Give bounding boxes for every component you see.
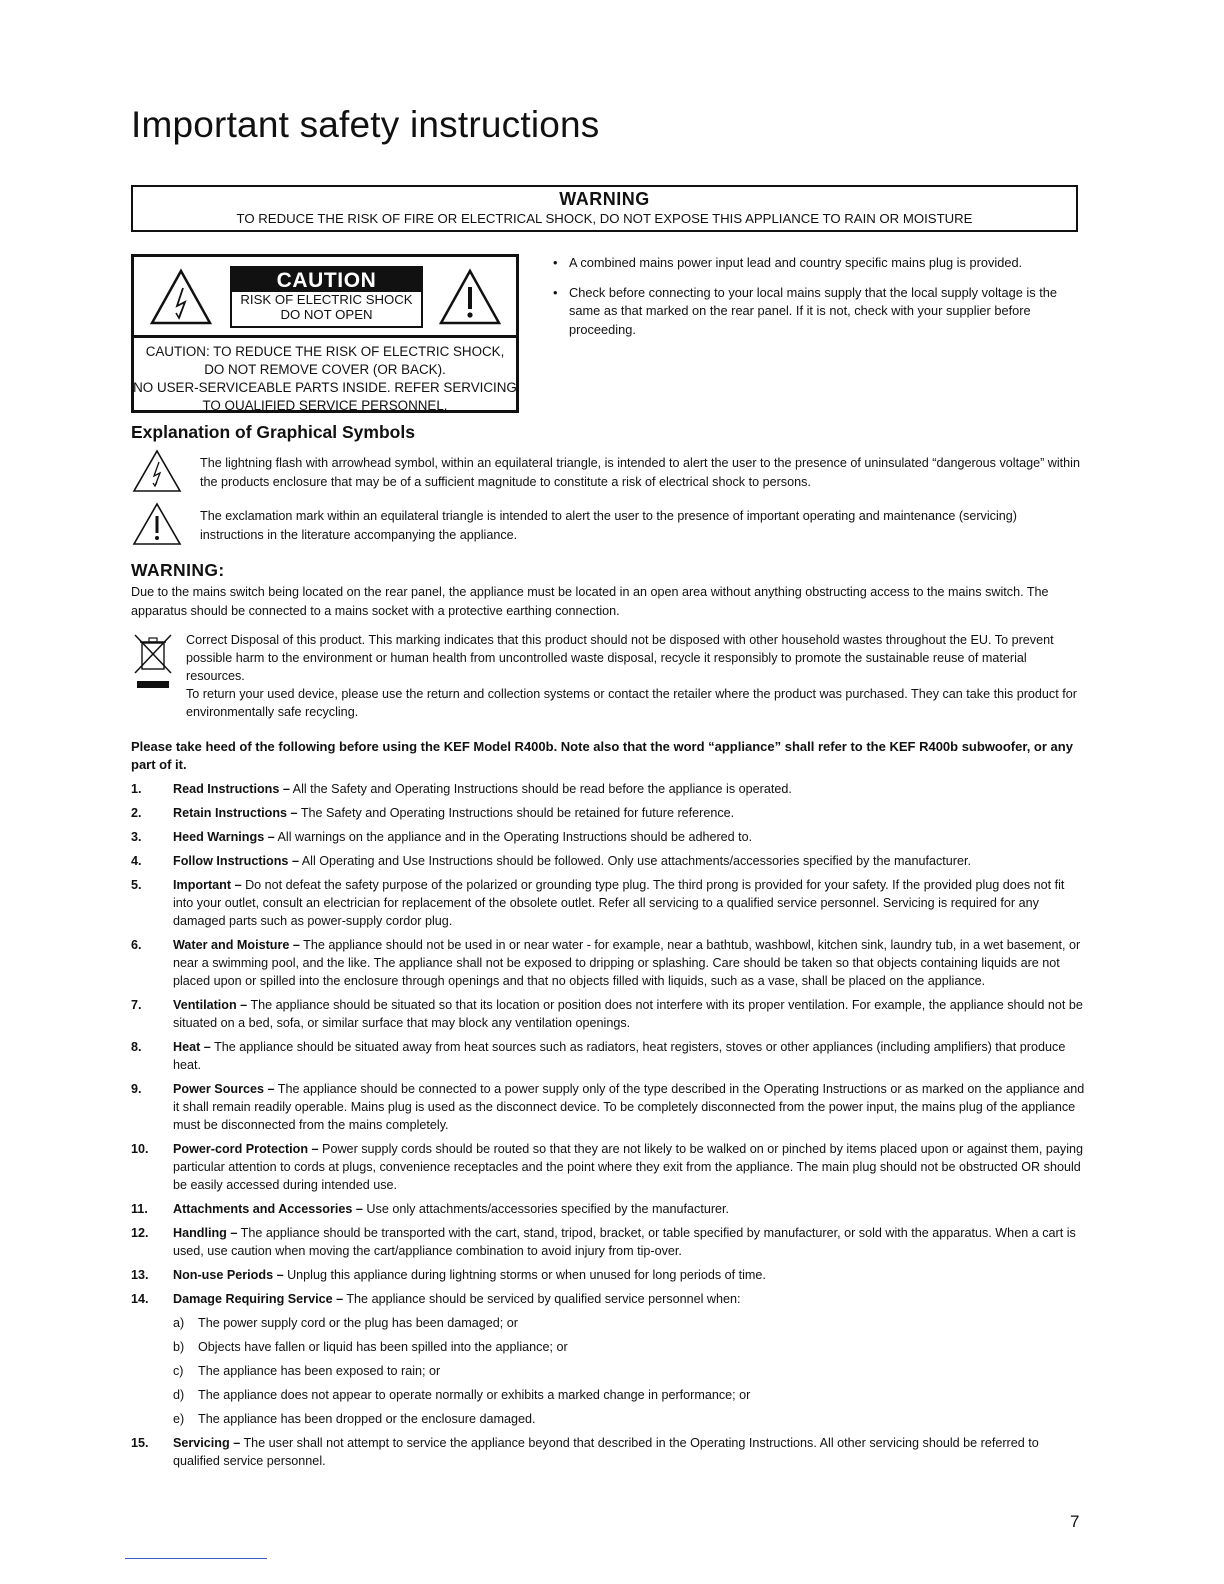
subitem-label: a)	[173, 1316, 185, 1330]
instruction-item	[131, 936, 1086, 990]
heed-notice: Please take heed of the following before using the KEF Model R400b. Note also that the word “appliance” shall refer to the KEF R400b subwoofer, or any part of it.	[131, 739, 1073, 772]
instruction-item	[131, 996, 1086, 1032]
page-title: Important safety instructions	[131, 104, 600, 145]
item-text: Power supply cords should be routed so that they are not likely to be walked on or pinched by items placed upon or against them, paying particular attention to cords at plugs, convenience receptacles and the point where they exit from the appliance. The main plug should not be obstructed OR should be easily accessed during intended use.	[173, 1142, 1084, 1192]
instruction-item	[131, 1200, 1086, 1218]
subitem-text: The appliance does not appear to operate normally or exhibits a marked change in performance; or	[198, 1388, 751, 1402]
item-text: The appliance should be situated so that its location or position does not interfere with its proper ventilation. For example, the appliance should not be situated on a bed, sofa, or similar surface that may block any ventilation openings.	[173, 998, 1083, 1030]
caution-banner: CAUTION	[232, 268, 421, 292]
caution-instructions	[131, 335, 519, 415]
lightning-warning-icon	[149, 268, 213, 326]
item-number: 15.	[131, 1436, 149, 1450]
instruction-item	[131, 1290, 1086, 1428]
item-number: 14.	[131, 1292, 149, 1306]
footer-rule	[125, 1558, 267, 1559]
item-title: Power-cord Protection –	[173, 1142, 319, 1156]
item-title: Servicing –	[173, 1436, 241, 1450]
item-number: 13.	[131, 1268, 149, 1282]
instruction-item	[131, 1224, 1086, 1260]
item-text: The appliance should be connected to a power supply only of the type described in the Operating Instructions or as marked on the appliance and it shall remain readily operable. Mains plug is used as the disconnect device. To be completely disconnected from the power input, the mains plug of the appliance must be disconnected from the mains completely.	[173, 1082, 1085, 1132]
item-title: Ventilation –	[173, 998, 248, 1012]
disposal-section	[131, 631, 1086, 721]
page-number: 7	[1070, 1512, 1080, 1531]
instruction-item	[131, 1434, 1086, 1470]
item-text: The appliance should be transported with the cart, stand, tripod, bracket, or table specified by manufacturer, or sold with the apparatus. When a cart is used, use caution when moving the cart/appliance combination to avoid injury from tip-over.	[173, 1226, 1076, 1258]
item-text: Unplug this appliance during lightning storms or when unused for long periods of time.	[283, 1268, 766, 1282]
warning-box-heading: WARNING	[559, 189, 650, 209]
item-number: 11.	[131, 1202, 148, 1216]
subitem-label: e)	[173, 1412, 185, 1426]
supply-notes	[553, 254, 1073, 350]
item-title: Heed Warnings –	[173, 830, 275, 844]
symbol-lightning-text: The lightning flash with arrowhead symbol, within an equilateral triangle, is intended to alert the user to the presence of uninsulated “dangerous voltage” within the products enclosure that may be of a sufficient magnitude to constitute a risk of electrical shock to persons.	[200, 456, 1080, 489]
item-text: The appliance should be serviced by qualified service personnel when:	[343, 1292, 741, 1306]
item-number: 5.	[131, 878, 142, 892]
item-text: All warnings on the appliance and in the Operating Instructions should be adhered to.	[274, 830, 753, 844]
caution-line-1: RISK OF ELECTRIC SHOCK	[240, 292, 413, 307]
warning-text: Due to the mains switch being located on the rear panel, the appliance must be located in an open area without anything obstructing access to the mains switch. The apparatus should be connected to a mains socket with a protective earthing connection.	[131, 585, 1049, 618]
item-number: 6.	[131, 938, 142, 952]
disposal-text-1: Correct Disposal of this product. This marking indicates that this product should not be disposed with other household wastes throughout the EU. To prevent possible harm to the environment or human health from uncontrolled waste disposal, recycle it responsibly to promote the sustainable reuse of material resources.	[186, 633, 1054, 683]
item-number: 2.	[131, 806, 142, 820]
item-text: The appliance should not be used in or near water - for example, near a bathtub, washbowl, kitchen sink, laundry tub, in a wet basement, or near a swimming pool, and the like. The appliance shall not be exposed to dripping or splashing. Care should be taken so that objects containing liquids are not placed upon or spilled into the enclosure through openings and that no objects filled with liquids, such as a vase, shall be placed on the appliance.	[173, 938, 1081, 988]
symbol-exclamation-row	[131, 507, 1081, 545]
item-text: All the Safety and Operating Instructions should be read before the appliance is operated.	[289, 782, 792, 796]
disposal-text-2: To return your used device, please use the return and collection systems or contact the retailer where the product was purchased. They can take this product for environmentally safe recycling.	[186, 687, 1077, 719]
exclamation-triangle-icon	[131, 501, 183, 547]
caution-instruction-line: CAUTION: TO REDUCE THE RISK OF ELECTRIC SHOCK,	[145, 344, 505, 359]
subitem-label: c)	[173, 1364, 184, 1378]
instruction-item	[131, 876, 1086, 930]
item-text: The user shall not attempt to service the appliance beyond that described in the Operating Instructions. All other servicing should be referred to qualified service personnel.	[173, 1436, 1039, 1468]
item-number: 8.	[131, 1040, 142, 1054]
supply-note: • A combined mains power input lead and country specific mains plug is provided.	[553, 254, 1073, 273]
instruction-item	[131, 828, 1086, 846]
caution-instruction-line: NO USER-SERVICEABLE PARTS INSIDE. REFER SERVICING	[133, 380, 517, 395]
subitem-label: b)	[173, 1340, 185, 1354]
damage-subitem	[173, 1386, 1086, 1404]
item-text: Do not defeat the safety purpose of the polarized or grounding type plug. The third prong is provided for your safety. If the provided plug does not fit into your outlet, consult an electrician for replacement of the obsolete outlet. Refer all servicing to a qualified service personnel. Servicing is required for any damaged parts such as power-supply cordor plug.	[173, 878, 1065, 928]
instruction-item	[131, 1038, 1086, 1074]
item-title: Power Sources –	[173, 1082, 275, 1096]
instruction-item	[131, 780, 1086, 798]
damage-subitem	[173, 1410, 1086, 1428]
item-title: Attachments and Accessories –	[173, 1202, 363, 1216]
crossed-bin-icon	[132, 633, 174, 691]
safety-instruction-list	[131, 780, 1086, 1476]
item-title: Non-use Periods –	[173, 1268, 284, 1282]
subitem-label: d)	[173, 1388, 185, 1402]
warning-box	[131, 185, 1078, 232]
item-number: 3.	[131, 830, 142, 844]
caution-line-2: DO NOT OPEN	[280, 307, 373, 322]
item-number: 12.	[131, 1226, 149, 1240]
item-text: All Operating and Use Instructions should be followed. Only use attachments/accessories specified by the manufacturer.	[298, 854, 971, 868]
item-number: 9.	[131, 1082, 142, 1096]
subitem-text: The appliance has been dropped or the enclosure damaged.	[198, 1412, 536, 1426]
item-number: 4.	[131, 854, 142, 868]
symbol-exclamation-text: The exclamation mark within an equilateral triangle is intended to alert the user to the presence of important operating and maintenance (servicing) instructions in the literature accompanying the appliance.	[200, 509, 1017, 542]
item-text: The Safety and Operating Instructions should be retained for future reference.	[297, 806, 735, 820]
item-text: The appliance should be situated away from heat sources such as radiators, heat registers, stoves or other appliances (including amplifiers) that produce heat.	[173, 1040, 1066, 1072]
subitem-text: Objects have fallen or liquid has been spilled into the appliance; or	[198, 1340, 568, 1354]
warning-heading: WARNING:	[131, 560, 225, 580]
item-title: Damage Requiring Service –	[173, 1292, 344, 1306]
item-text: Use only attachments/accessories specified by the manufacturer.	[362, 1202, 730, 1216]
caution-box	[230, 266, 423, 328]
item-title: Retain Instructions –	[173, 806, 298, 820]
item-title: Water and Moisture –	[173, 938, 300, 952]
item-number: 10.	[131, 1142, 149, 1156]
lightning-triangle-icon	[131, 448, 183, 494]
item-number: 7.	[131, 998, 142, 1012]
item-title: Read Instructions –	[173, 782, 290, 796]
caution-label	[131, 254, 519, 413]
subitem-text: The appliance has been exposed to rain; or	[198, 1364, 441, 1378]
item-title: Important –	[173, 878, 242, 892]
warning-box-text: TO REDUCE THE RISK OF FIRE OR ELECTRICAL SHOCK, DO NOT EXPOSE THIS APPLIANCE TO RAIN OR MOISTURE	[236, 211, 973, 226]
exclamation-warning-icon	[438, 268, 502, 326]
symbols-heading: Explanation of Graphical Symbols	[131, 422, 415, 442]
caution-instruction-line: TO QUALIFIED SERVICE PERSONNEL.	[202, 398, 448, 413]
supply-note: • Check before connecting to your local mains supply that the local supply voltage is the same as that marked on the rear panel. If it is not, check with your supplier before proceeding.	[553, 284, 1073, 340]
item-title: Heat –	[173, 1040, 211, 1054]
damage-subitem	[173, 1314, 1086, 1332]
instruction-item	[131, 1140, 1086, 1194]
instruction-item	[131, 1080, 1086, 1134]
instruction-item	[131, 852, 1086, 870]
symbol-lightning-row	[131, 454, 1081, 492]
damage-subitem	[173, 1362, 1086, 1380]
subitem-text: The power supply cord or the plug has been damaged; or	[198, 1316, 518, 1330]
item-title: Handling –	[173, 1226, 238, 1240]
item-title: Follow Instructions –	[173, 854, 299, 868]
item-number: 1.	[131, 782, 142, 796]
instruction-item	[131, 804, 1086, 822]
instruction-item	[131, 1266, 1086, 1284]
caution-instruction-line: DO NOT REMOVE COVER (OR BACK).	[204, 362, 446, 377]
damage-subitem	[173, 1338, 1086, 1356]
